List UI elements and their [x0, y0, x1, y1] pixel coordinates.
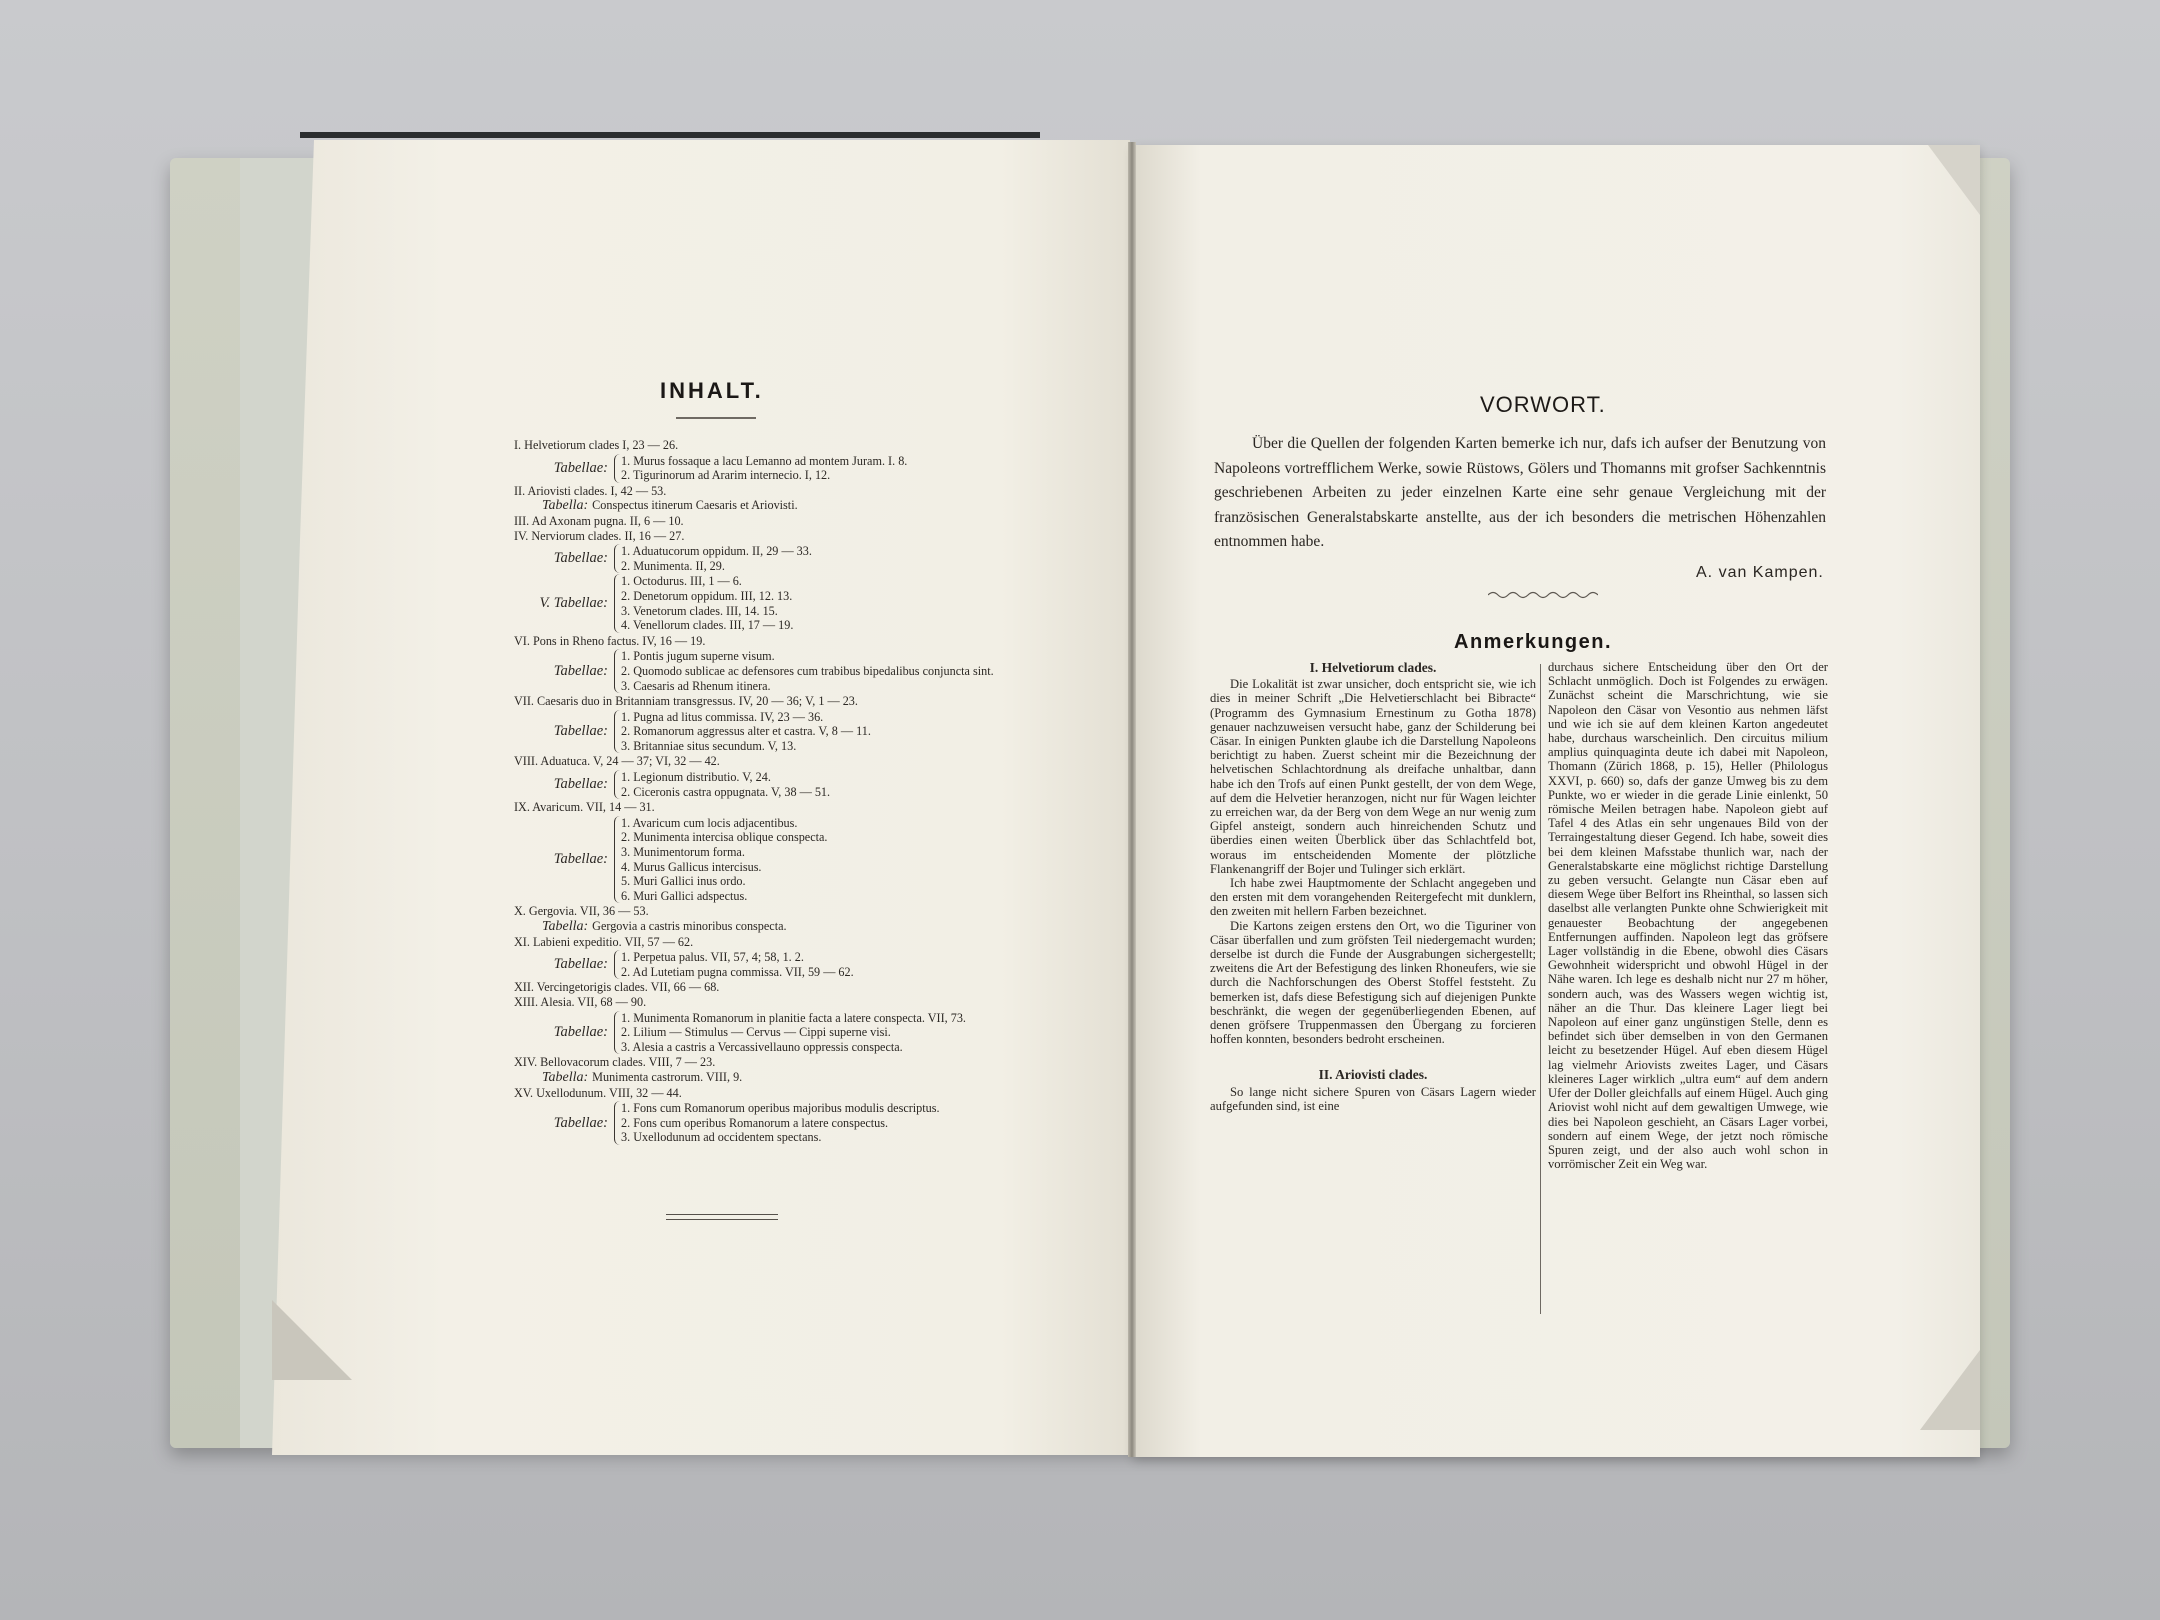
plate-item: 3. Britanniae situs secundum. V, 13. — [621, 738, 797, 753]
plate-title: Gergovia a castris minoribus conspecta. — [592, 919, 787, 933]
plate-item: 1. Perpetua palus. VII, 57, 4; 58, 1. 2. — [621, 950, 804, 965]
notes-column-right — [1548, 660, 1828, 1171]
preface-paragraph: Über die Quellen der folgenden Karten bemerke ich nur, dafs ich aufser der Benutzung von Napoleons vortrefflichem Werke, sowie Rüstows, Gölers und Thomanns mit grofser Sachkenntnis geschriebenen Arbeiten zu jeder einzelnen Karte eine sehr genaue Vergleichung mit der französischen Generalstabskarte anstellte, aus der ich besonders die metrischen Höhenzahlen entnommen habe. — [1214, 435, 1826, 550]
brace — [614, 710, 871, 754]
plate-item: 1. Fons cum Romanorum operibus majoribus modulis descriptus. — [621, 1101, 940, 1116]
plate-group-label: Tabellae: — [553, 776, 608, 793]
brace — [614, 574, 793, 632]
section-heading: II. Ariovisti clades. — [1318, 1067, 1428, 1083]
toc-plate-group — [490, 950, 1110, 979]
preface-text — [1214, 432, 1826, 555]
brace — [614, 816, 827, 904]
brace — [614, 1101, 940, 1145]
plate-item: 1. Munimenta Romanorum in planitie facta a latere conspecta. VII, 73. — [621, 1010, 966, 1025]
plate-item: 1. Pontis jugum superne visum. — [621, 649, 775, 664]
toc-end-rule — [666, 1214, 778, 1220]
toc-section-entry: I. Helvetiorum clades I, 23 — 26. — [514, 438, 679, 452]
plate-item: 1. Aduatucorum oppidum. II, 29 — 33. — [621, 544, 812, 559]
column-divider — [1540, 664, 1541, 1314]
toc-plate-group — [490, 770, 1110, 799]
plate-item: 1. Pugna ad litus commissa. IV, 23 — 36. — [621, 709, 824, 724]
toc-plate-group — [490, 454, 1110, 483]
plate-item: 2. Denetorum oppidum. III, 12. 13. — [621, 588, 793, 603]
notes-column-left — [1210, 660, 1536, 1113]
plate-item: 1. Legionum distributio. V, 24. — [621, 770, 771, 785]
toc-section-entry: VI. Pons in Rheno factus. IV, 16 — 19. — [514, 633, 706, 648]
toc-section-entry: XV. Uxellodunum. VIII, 32 — 44. — [514, 1085, 682, 1100]
plate-item: 2. Fons cum operibus Romanorum a latere conspectus. — [621, 1115, 889, 1130]
table-of-contents — [490, 438, 1110, 1146]
toc-plate-group — [490, 710, 1110, 754]
plate-group-label: Tabellae: — [553, 550, 608, 567]
toc-plate-group — [490, 544, 1110, 573]
notes-paragraph: Die Lokalität ist zwar unsicher, doch entspricht sie, wie ich dies in meiner Schrift „Die Helvetierschlacht bei Bibracte“ (Programm des Gymnasium Ernestinum zu Gotha 1878) genauer nachzuweisen versucht habe, ganz der Schilderung bei Cäsar. In einigen Punkten glaube ich die Darstellung Napoleons berichtigt zu haben. Zuerst scheint mir die Bezeichnung der helvetischen Schlachtordnung als dreifache unhaltbar, dann habe ich den Trofs auf einen Punkt gestellt, der von dem Wege, auf dem die Helvetier heranzogen, nicht nur für Wagen leichter zu erreichen war, da der Berg von dem Wege an nur wenig zum Gipfel ansteigt, sondern auch hinreichenden Schutz und überdies einen weiten Überblick über das Schlachtfeld bot, woraus im entscheidenden Momente der plötzliche Flankenangriff der Bojer und Tulinger sich erklärt. — [1210, 677, 1536, 876]
toc-section-entry: II. Ariovisti clades. I, 42 — 53. — [514, 483, 667, 498]
preface-title: VORWORT. — [1480, 392, 1606, 417]
book-edge-shadow — [300, 132, 1040, 138]
brace — [614, 950, 854, 979]
toc-section-entry: III. Ad Axonam pugna. II, 6 — 10. — [514, 513, 684, 528]
plate-group-label: Tabellae: — [553, 459, 608, 476]
plate-title: Conspectus itinerum Caesaris et Ariovisti. — [592, 498, 798, 513]
brace — [614, 649, 994, 693]
plate-item: 4. Venellorum clades. III, 17 — 19. — [621, 618, 794, 633]
toc-section-entry: XII. Vercingetorigis clades. VII, 66 — 68. — [514, 980, 720, 995]
plate-group-label: Tabellae: — [553, 662, 608, 679]
toc-plate-group — [490, 1011, 1110, 1055]
plate-group-label: Tabellae: — [553, 1114, 608, 1131]
plate-title: Munimenta castrorum. VIII, 9. — [592, 1069, 743, 1084]
toc-section-entry: X. Gergovia. VII, 36 — 53. — [514, 904, 649, 919]
plate-item: 2. Munimenta. II, 29. — [621, 558, 725, 573]
plate-item: 3. Venetorum clades. III, 14. 15. — [621, 603, 778, 618]
notes-title: Anmerkungen. — [1454, 631, 1613, 653]
toc-plate-group — [490, 1101, 1110, 1145]
section-heading: I. Helvetiorum clades. — [1309, 660, 1437, 675]
brace — [614, 770, 830, 799]
toc-section-entry: XI. Labieni expeditio. VII, 57 — 62. — [514, 934, 694, 949]
plate-group-label: Tabellae: — [553, 723, 608, 740]
toc-plate-group — [490, 816, 1110, 904]
toc-title-rule — [676, 417, 756, 419]
toc-single-plate — [490, 498, 1110, 514]
plate-item: 4. Murus Gallicus intercisus. — [621, 859, 762, 874]
plate-group-label: V. Tabellae: — [539, 595, 608, 612]
brace — [614, 544, 812, 573]
toc-section-entry: XIII. Alesia. VII, 68 — 90. — [514, 994, 647, 1009]
brace — [614, 454, 907, 483]
right-page-top-corner-fold — [1928, 145, 1980, 215]
plate-item: 2. Ciceronis castra oppugnata. V, 38 — 51. — [621, 784, 831, 799]
preface-signature: A. van Kampen. — [1696, 564, 1824, 581]
right-page-bottom-corner-fold — [1920, 1350, 1980, 1430]
plate-item: 5. Muri Gallici inus ordo. — [621, 874, 746, 889]
toc-plate-group — [490, 574, 1110, 632]
ornamental-divider — [1488, 590, 1598, 600]
plate-group-label: Tabellae: — [553, 851, 608, 868]
toc-single-plate — [490, 919, 1110, 935]
toc-single-plate — [490, 1070, 1110, 1086]
notes-paragraph: Ich habe zwei Hauptmomente der Schlacht angegeben und den ersten mit dem vorangehenden Reitergefecht mit dunklern, den zweiten mit hellern Farben bezeichnet. — [1210, 876, 1536, 919]
plate-item: 2. Munimenta intercisa oblique conspecta. — [621, 830, 828, 845]
plate-label: Tabella: — [542, 498, 589, 514]
plate-item: 2. Quomodo sublicae ac defensores cum trabibus bipedalibus conjuncta sint. — [621, 663, 994, 678]
brace — [614, 1011, 966, 1055]
toc-section-entry: VII. Caesaris duo in Britanniam transgressus. IV, 20 — 36; V, 1 — 23. — [514, 694, 858, 709]
notes-paragraph: Die Kartons zeigen erstens den Ort, wo die Tiguriner von Cäsar überfallen und zum gröfsten Teil niedergemacht wurden; derselbe ist durch die Funde der Ausgrabungen sichergestellt; zweitens die Art der Befestigung des linken Rhoneufers, wie sie durch die Nachforschungen des Oberst Stoffel feststeht. Zu bemerken ist, dafs diese Befestigung sich auf diejenigen Punkte beschränkt, die wegen der gegenüberliegenden Ebenen, auf denen gröfsere Truppenmassen den Übergang zu forcieren hoffen konnten, besonders bedroht erscheinen. — [1210, 918, 1536, 1047]
plate-group-label: Tabellae: — [553, 956, 608, 973]
plate-item: 3. Uxellodunum ad occidentem spectans. — [621, 1130, 822, 1145]
plate-item: 3. Caesaris ad Rhenum itinera. — [621, 678, 771, 693]
plate-item: 3. Munimentorum forma. — [621, 845, 745, 860]
notes-paragraph: durchaus sichere Entscheidung über den Ort der Schlacht unmöglich. Doch ist Folgendes zu erwägen. Zunächst scheint die Marschrichtung, wie sie Napoleon den Cäsar von Vesontio aus nehmen läfst und wie ich sie auf dem kleinen Karton angedeutet habe, durchaus warscheinlich. Den circuitus milium amplius quinquaginta deute ich dabei mit Napoleon, Thomann (Zürich 1868, p. 15), Heller (Philologus XXVI, p. 660) so, dafs der ganze Umweg bis zu dem Punkte, wo er wieder in die gerade Linie einlenkt, 50 römische Meilen betragen habe. Napoleon giebt auf Tafel 4 des Atlas ein sehr ungenaues Bild von der Terraingestaltung dieser Gegend. Ich habe, soweit dies bei dem kleinen Mafsstabe thunlich war, nach der Generalstabskarte eine möglichst richtige Darstellung zu geben versucht. Gelangte nun Cäsar eben auf diesem Wege über Belfort ins Rheinthal, so lassen sich daselbst alle verlangten Punkte ohne Schwierigkeit mit genauester Beobachtung der angegebenen Entfernungen auffinden. Napoleon legt das gröfsere Lager vollständig in die Ebene, obwohl dies Cäsars Gewohnheit widerspricht und obwohl Hügel in der Nähe waren. Ich lege es deshalb nicht nur 27 m höher, sondern auch, was des Wassers wegen wichtig ist, näher an die Thur. Das kleinere Lager liegt bei Napoleon auf einer ganz ungünstigen Stelle, denn es befindet sich über demselben in von den Germanen leicht zu besetzender Hügel. Auf eben diesem Hügel lag vielmehr Ariovists zweites Lager, und Cäsars kleineres Lager wirklich „ultra eum“ auf dem andern Ufer der Doller gleichfalls auf einem Hügel. Auch ging Ariovist wohl nicht auf dem gewaltigen Umwege, wie dies bei Napoleon geschieht, an Cäsars Lager vorbei, sondern auf einem Wege, der jetzt noch römische Spuren zeigt, und der also auch wohl schon in vorrömischer Zeit ein Weg war. — [1548, 660, 1828, 1172]
left-page-corner-fold — [272, 1300, 352, 1380]
toc-section-entry: IV. Nerviorum clades. II, 16 — 27. — [514, 528, 685, 543]
plate-item: 1. Murus fossaque a lacu Lemanno ad montem Juram. I. 8. — [621, 453, 908, 468]
plate-group-label: Tabellae: — [553, 1024, 608, 1041]
plate-item: 6. Muri Gallici adspectus. — [621, 888, 748, 903]
toc-section-entry: VIII. Aduatuca. V, 24 — 37; VI, 32 — 42. — [514, 754, 720, 769]
plate-item: 2. Lilium — Stimulus — Cervus — Cippi superne visi. — [621, 1025, 891, 1040]
toc-title: INHALT. — [660, 378, 764, 403]
notes-paragraph: So lange nicht sichere Spuren von Cäsars Lagern wieder aufgefunden sind, ist eine — [1210, 1084, 1536, 1113]
plate-label: Tabella: — [542, 919, 589, 934]
plate-item: 2. Ad Lutetiam pugna commissa. VII, 59 — 62. — [621, 964, 854, 979]
plate-item: 2. Tigurinorum ad Ararim internecio. I, 12. — [621, 468, 831, 483]
plate-label: Tabella: — [542, 1069, 589, 1085]
plate-item: 2. Romanorum aggressus alter et castra. V, 8 — 11. — [621, 724, 871, 739]
book-gutter — [1128, 142, 1136, 1457]
toc-plate-group — [490, 649, 1110, 693]
plate-item: 1. Octodurus. III, 1 — 6. — [621, 574, 742, 589]
plate-item: 3. Alesia a castris a Vercassivellauno oppressis conspecta. — [621, 1039, 903, 1054]
toc-section-entry: XIV. Bellovacorum clades. VIII, 7 — 23. — [514, 1055, 716, 1070]
plate-item: 1. Avaricum cum locis adjacentibus. — [621, 815, 798, 830]
toc-section-entry: IX. Avaricum. VII, 14 — 31. — [514, 800, 655, 815]
